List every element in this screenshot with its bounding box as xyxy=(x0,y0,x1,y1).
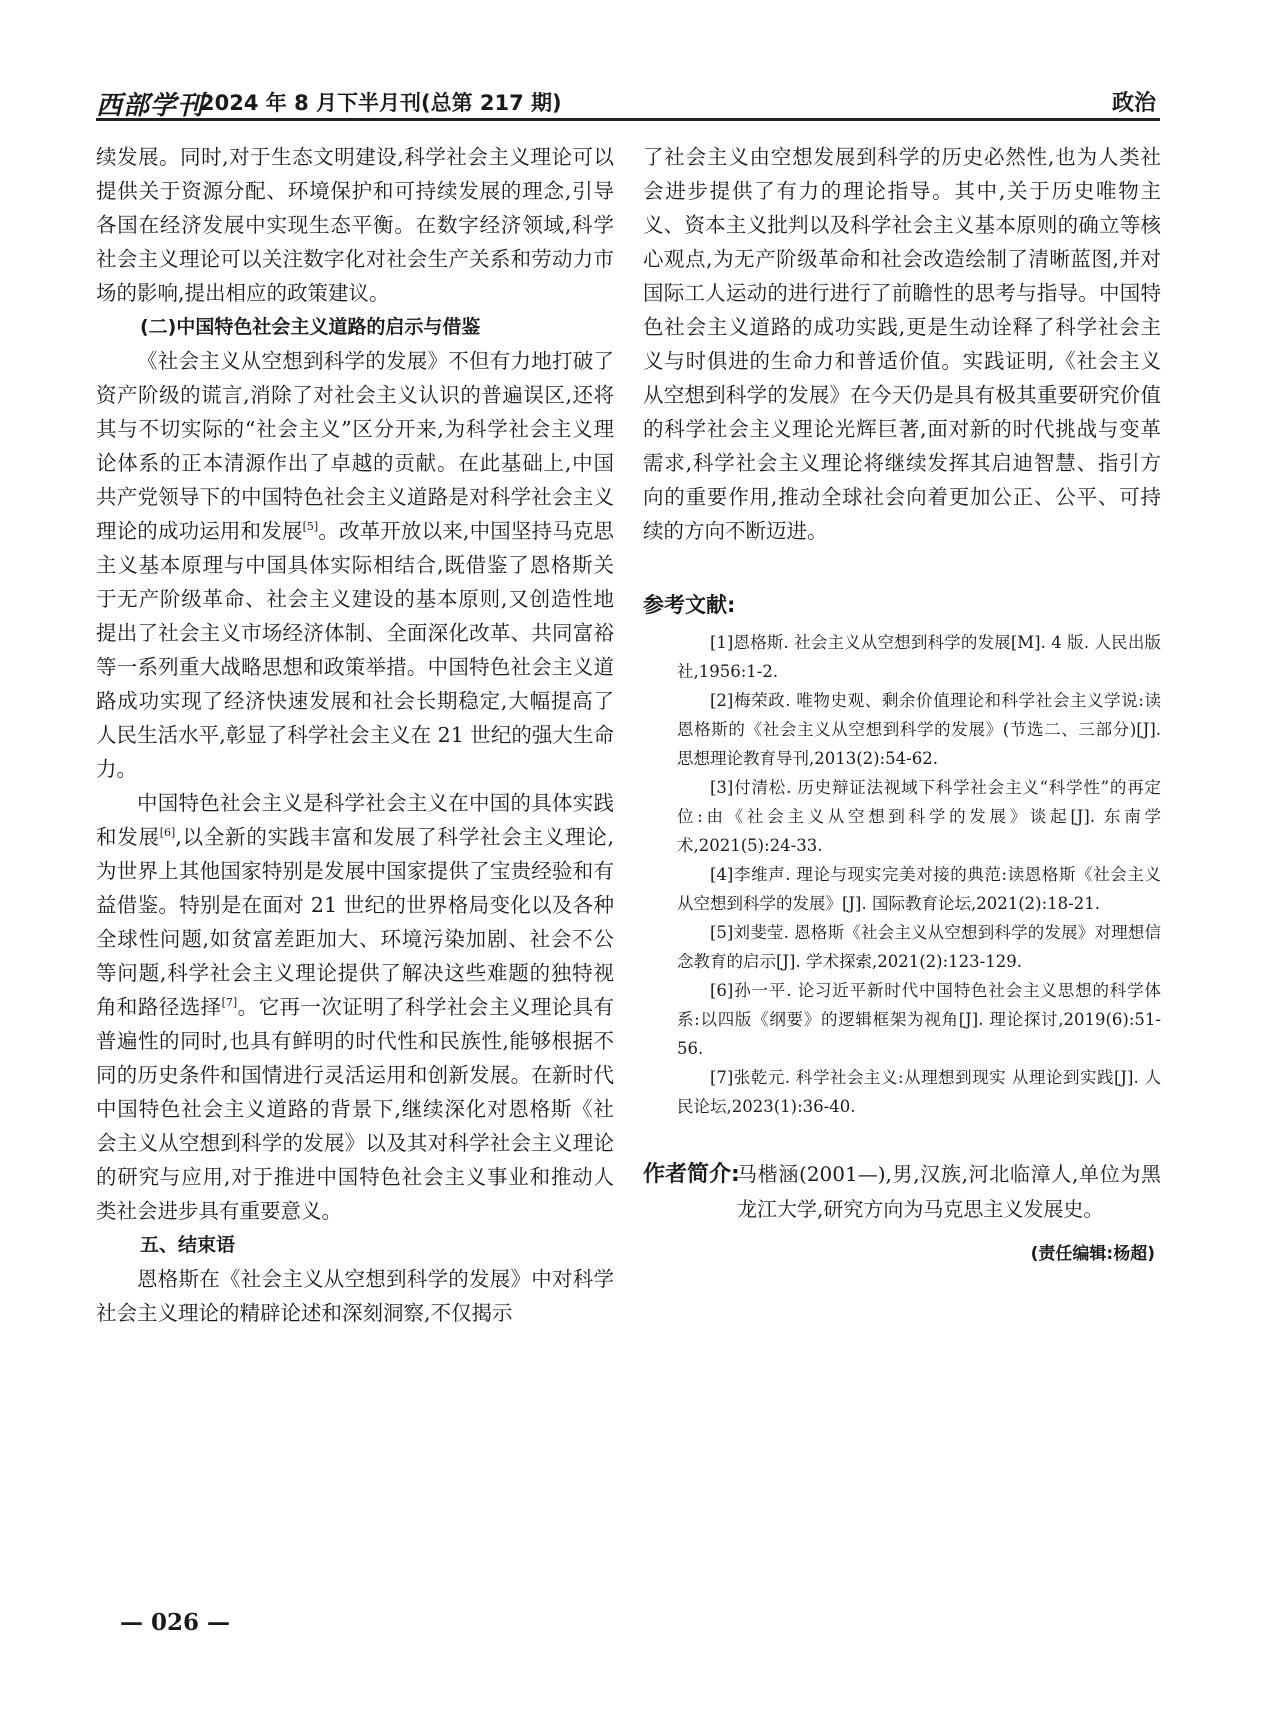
paragraph-text: 。改革开放以来,中国坚持马克思主义基本原理与中国具体实际相结合,既借鉴了恩格斯关于无产阶级革命、社会主义建设的基本原则,又创造性地提出了社会主义市场经济体制、全面深化改革、共同富裕等一系列重大战略思想和政策举措。中国特色社会主义道路成功实现了经济快速发展和社会长期稳定,大幅提高了人民生活水平,彰显了科学社会主义在 21 世纪的强大生命力。 xyxy=(96,519,615,781)
reference-item: [1]恩格斯. 社会主义从空想到科学的发展[M]. 4 版. 人民出版社,1956:1-2. xyxy=(677,633,1161,681)
responsible-editor: (责任编辑:杨超) xyxy=(1030,1244,1155,1264)
citation-ref: [6] xyxy=(159,826,176,840)
references-list xyxy=(643,628,1161,1121)
issue-info: 2024 年 8 月下半月刊(总第 217 期) xyxy=(200,91,562,115)
left-column xyxy=(96,140,614,1330)
paragraph-text: ,以全新的实践丰富和发展了科学社会主义理论,为世界上其他国家特别是发展中国家提供了宝贵经验和有益借鉴。特别是在面对 21 世纪的世界格局变化以及各种全球性问题,如贫富差距加大、环境污染加剧、社会不公等问题,科学社会主义理论提供了解决这些难题的独特视角和路径选择 xyxy=(96,825,614,1019)
paragraph xyxy=(96,786,614,1228)
references-title: 参考文献: xyxy=(643,593,736,617)
paragraph-text: 中国特色社会主义是科学社会主义在中国的具体实践和发展 xyxy=(96,791,614,849)
journal-logo: 西部学刊 xyxy=(96,91,205,121)
paragraph-text: 《社会主义从空想到科学的发展》不但有力地打破了资产阶级的谎言,消除了对社会主义认识的普遍误区,还将其与不切实际的“社会主义”区分开来,为科学社会主义理论体系的正本清源作出了卓越的贡献。在此基础上,中国共产党领导下的中国特色社会主义道路是对科学社会主义理论的成功运用和发展 xyxy=(96,349,614,543)
section-heading: 五、结束语 xyxy=(140,1234,236,1256)
reference-item: [6]孙一平. 论习近平新时代中国特色社会主义思想的科学体系:以四版《纲要》的逻辑框架为视角[J]. 理论探讨,2019(6):51-56. xyxy=(677,981,1161,1058)
author-text: 马楷涵(2001—),男,汉族,河北临漳人,单位为黑龙江大学,研究方向为马克思主义发展史。 xyxy=(737,1162,1161,1221)
right-column xyxy=(643,140,1161,1271)
section-subheading: (二)中国特色社会主义道路的启示与借鉴 xyxy=(140,316,481,338)
author-label: 作者简介: xyxy=(643,1162,740,1187)
page-number: — 026 — xyxy=(120,1609,231,1636)
paragraph-text: 。它再一次证明了科学社会主义理论具有普遍性的同时,也具有鲜明的时代性和民族性,能够根据不同的历史条件和国情进行灵活运用和创新发展。在新时代中国特色社会主义道路的背景下,继续深化对恩格斯《社会主义从空想到科学的发展》以及其对科学社会主义理论的研究与应用,对于推进中国特色社会主义事业和推动人类社会进步具有重要意义。 xyxy=(96,995,615,1223)
author-bio xyxy=(643,1157,1161,1227)
page-header xyxy=(96,85,1160,121)
reference-item: [3]付清松. 历史辩证法视域下科学社会主义“科学性”的再定位:由《社会主义从空想到科学的发展》谈起[J]. 东南学术,2021(5):24-33. xyxy=(677,778,1161,855)
section-tag: 政治 xyxy=(1111,91,1156,116)
reference-item: [7]张乾元. 科学社会主义:从理想到现实 从理论到实践[J]. 人民论坛,2023(1):36-40. xyxy=(677,1068,1161,1116)
reference-item: [2]梅荣政. 唯物史观、剩余价值理论和科学社会主义学说:读恩格斯的《社会主义从空想到科学的发展》(节选二、三部分)[J]. 思想理论教育导刊,2013(2):54-62. xyxy=(677,691,1161,768)
paragraph xyxy=(96,344,614,786)
paragraph: 续发展。同时,对于生态文明建设,科学社会主义理论可以提供关于资源分配、环境保护和可持续发展的理念,引导各国在经济发展中实现生态平衡。在数字经济领域,科学社会主义理论可以关注数字化对社会生产关系和劳动力市场的影响,提出相应的政策建议。 xyxy=(96,145,614,305)
reference-item: [5]刘斐莹. 恩格斯《社会主义从空想到科学的发展》对理想信念教育的启示[J]. 学术探索,2021(2):123-129. xyxy=(677,923,1161,971)
paragraph: 了社会主义由空想发展到科学的历史必然性,也为人类社会进步提供了有力的理论指导。其中,关于历史唯物主义、资本主义批判以及科学社会主义基本原则的确立等核心观点,为无产阶级革命和社会改造绘制了清晰蓝图,并对国际工人运动的进行进行了前瞻性的思考与指导。中国特色社会主义道路的成功实践,更是生动诠释了科学社会主义与时俱进的生命力和普适价值。实践证明,《社会主义从空想到科学的发展》在今天仍是具有极其重要研究价值的科学社会主义理论光辉巨著,面对新的时代挑战与变革需求,科学社会主义理论将继续发挥其启迪智慧、指引方向的重要作用,推动全球社会向着更加公正、公平、可持续的方向不断迈进。 xyxy=(643,145,1161,543)
reference-item: [4]李维声. 理论与现实完美对接的典范:读恩格斯《社会主义从空想到科学的发展》[J]. 国际教育论坛,2021(2):18-21. xyxy=(677,865,1161,913)
paragraph: 恩格斯在《社会主义从空想到科学的发展》中对科学社会主义理论的精辟论述和深刻洞察,不仅揭示 xyxy=(96,1267,614,1325)
citation-ref: [7] xyxy=(221,996,238,1010)
citation-ref: [5] xyxy=(302,520,319,534)
